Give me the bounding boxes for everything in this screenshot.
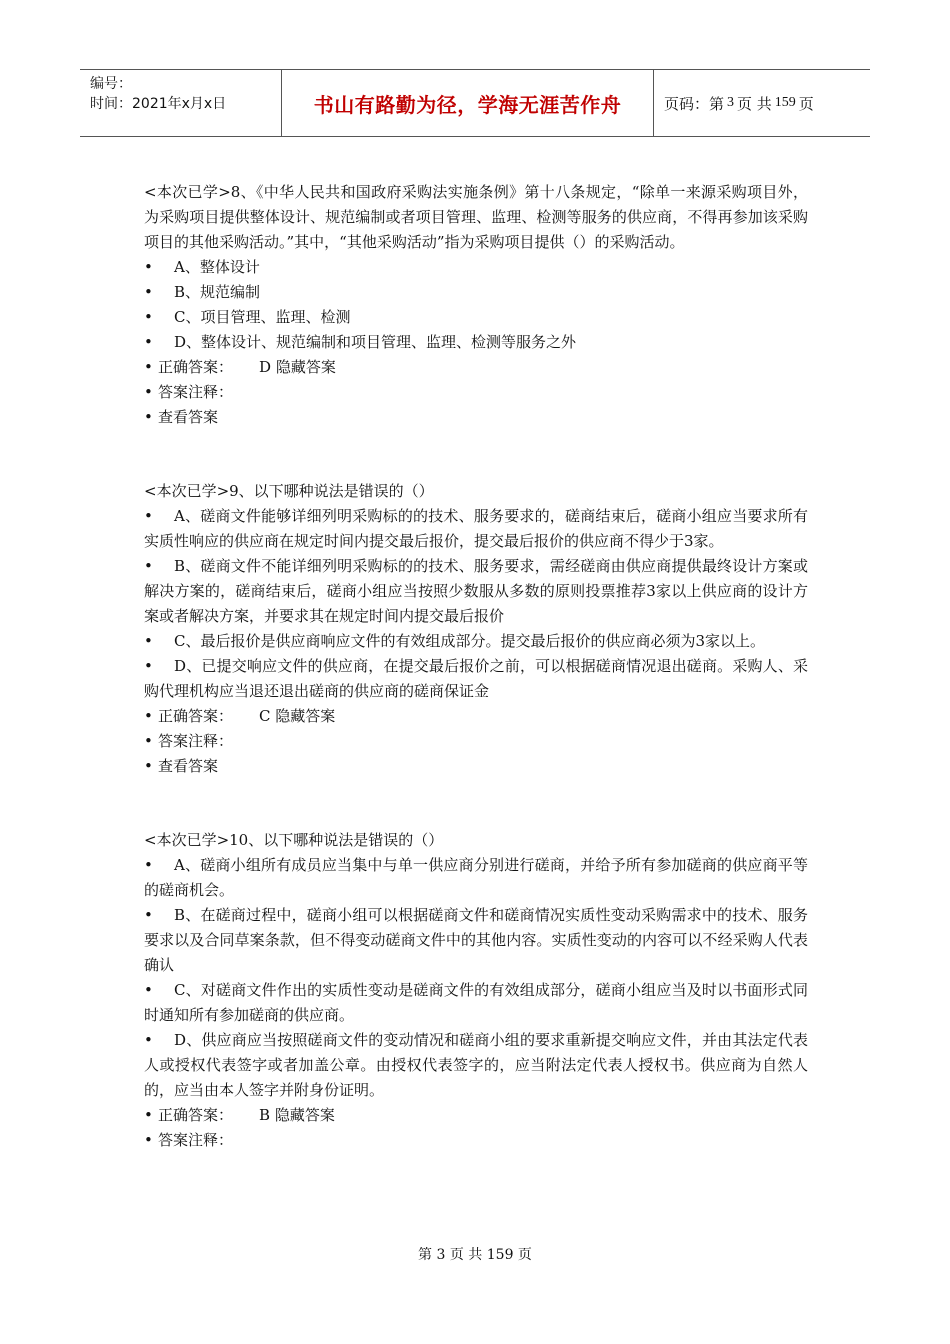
option-c: • C、对磋商文件作出的实质性变动是磋商文件的有效组成部分，磋商小组应当及时以书面形式同时通知所有参加磋商的供应商。 xyxy=(144,978,808,1028)
number-label: 编号： xyxy=(90,76,132,92)
bullet-icon: • xyxy=(144,1131,153,1149)
hide-answer-link[interactable]: 隐藏答案 xyxy=(275,707,336,725)
document-body xyxy=(144,180,808,1202)
page-number: 3 xyxy=(727,95,735,110)
header-meta xyxy=(80,70,282,136)
question-stem: <本次已学>10、以下哪种说法是错误的（） xyxy=(144,831,444,849)
answer-note: • 答案注释： xyxy=(144,729,808,754)
page-end: 页 xyxy=(798,94,814,113)
bullet-icon: • xyxy=(144,283,153,301)
question-8 xyxy=(144,180,808,430)
bullet-icon: • xyxy=(144,707,153,725)
answer-value: B xyxy=(259,1106,271,1124)
correct-answer: • 正确答案： C 隐藏答案 xyxy=(144,704,808,729)
bullet-icon: • xyxy=(144,1106,153,1124)
bullet-icon: • xyxy=(144,657,153,675)
bullet-icon: • xyxy=(144,308,153,326)
question-stem: <本次已学>9、以下哪种说法是错误的（） xyxy=(144,482,434,500)
header-motto: 书山有路勤为径，学海无涯苦作舟 xyxy=(282,70,654,136)
correct-answer: • 正确答案： D 隐藏答案 xyxy=(144,355,808,380)
answer-note: • 答案注释： xyxy=(144,380,808,405)
bullet-icon: • xyxy=(144,906,153,924)
hide-answer-link[interactable]: 隐藏答案 xyxy=(275,358,336,376)
time-label: 时间：2021年x月x日 xyxy=(90,96,227,112)
question-stem: <本次已学>8、《中华人民共和国政府采购法实施条例》第十八条规定，“除单一来源采购项目外，为采购项目提供整体设计、规范编制或者项目管理、监理、检测等服务的供应商，不得再参加该采购项目的其他采购活动。”其中，“其他采购活动”指为采购项目提供（）的采购活动。 xyxy=(144,183,808,251)
bullet-icon: • xyxy=(144,732,153,750)
bullet-icon: • xyxy=(144,856,153,874)
bullet-icon: • xyxy=(144,757,153,775)
option-b: • B、磋商文件不能详细列明采购标的的技术、服务要求，需经磋商由供应商提供最终设计方案或解决方案的，磋商结束后，磋商小组应当按照少数服从多数的原则投票推荐3家以上供应商的设计方案或者解决方案，并要求其在规定时间内提交最后报价 xyxy=(144,554,808,629)
bullet-icon: • xyxy=(144,507,153,525)
header-page-info xyxy=(654,70,870,136)
answer-value: C xyxy=(259,707,271,725)
answer-note: • 答案注释： xyxy=(144,1128,808,1153)
bullet-icon: • xyxy=(144,383,153,401)
bullet-icon: • xyxy=(144,258,153,276)
page-total: 159 xyxy=(774,95,796,110)
option-a: • A、整体设计 xyxy=(144,255,808,280)
option-b: • B、在磋商过程中，磋商小组可以根据磋商文件和磋商情况实质性变动采购需求中的技术、服务要求以及合同草案条款，但不得变动磋商文件中的其他内容。实质性变动的内容可以不经采购人代表确认 xyxy=(144,903,808,978)
bullet-icon: • xyxy=(144,408,153,426)
option-b: • B、规范编制 xyxy=(144,280,808,305)
option-c: • C、项目管理、监理、检测 xyxy=(144,305,808,330)
view-answer-link[interactable]: • 查看答案 xyxy=(144,405,808,430)
option-c: • C、最后报价是供应商响应文件的有效组成部分。提交最后报价的供应商必须为3家以上。 xyxy=(144,629,808,654)
option-a: • A、磋商小组所有成员应当集中与单一供应商分别进行磋商，并给予所有参加磋商的供应商平等的磋商机会。 xyxy=(144,853,808,903)
bullet-icon: • xyxy=(144,981,153,999)
bullet-icon: • xyxy=(144,557,153,575)
option-d: • D、已提交响应文件的供应商，在提交最后报价之前，可以根据磋商情况退出磋商。采购人、采购代理机构应当退还退出磋商的供应商的磋商保证金 xyxy=(144,654,808,704)
option-a: • A、磋商文件能够详细列明采购标的的技术、服务要求的，磋商结束后，磋商小组应当要求所有实质性响应的供应商在规定时间内提交最后报价，提交最后报价的供应商不得少于3家。 xyxy=(144,504,808,554)
option-d: • D、整体设计、规范编制和项目管理、监理、检测等服务之外 xyxy=(144,330,808,355)
option-d: • D、供应商应当按照磋商文件的变动情况和磋商小组的要求重新提交响应文件，并由其法定代表人或授权代表签字或者加盖公章。由授权代表签字的，应当附法定代表人授权书。供应商为自然人的，应当由本人签字并附身份证明。 xyxy=(144,1028,808,1103)
bullet-icon: • xyxy=(144,358,153,376)
question-9 xyxy=(144,479,808,779)
page-footer: 第 3 页 共 159 页 xyxy=(418,1247,532,1263)
answer-value: D xyxy=(259,358,272,376)
bullet-icon: • xyxy=(144,632,153,650)
bullet-icon: • xyxy=(144,333,153,351)
correct-answer: • 正确答案： B 隐藏答案 xyxy=(144,1103,808,1128)
page-header xyxy=(80,69,870,137)
page-mid: 页 共 xyxy=(737,94,772,113)
view-answer-link[interactable]: • 查看答案 xyxy=(144,754,808,779)
question-10 xyxy=(144,828,808,1153)
hide-answer-link[interactable]: 隐藏答案 xyxy=(274,1106,335,1124)
bullet-icon: • xyxy=(144,1031,153,1049)
page-label: 页码：第 xyxy=(664,94,725,113)
